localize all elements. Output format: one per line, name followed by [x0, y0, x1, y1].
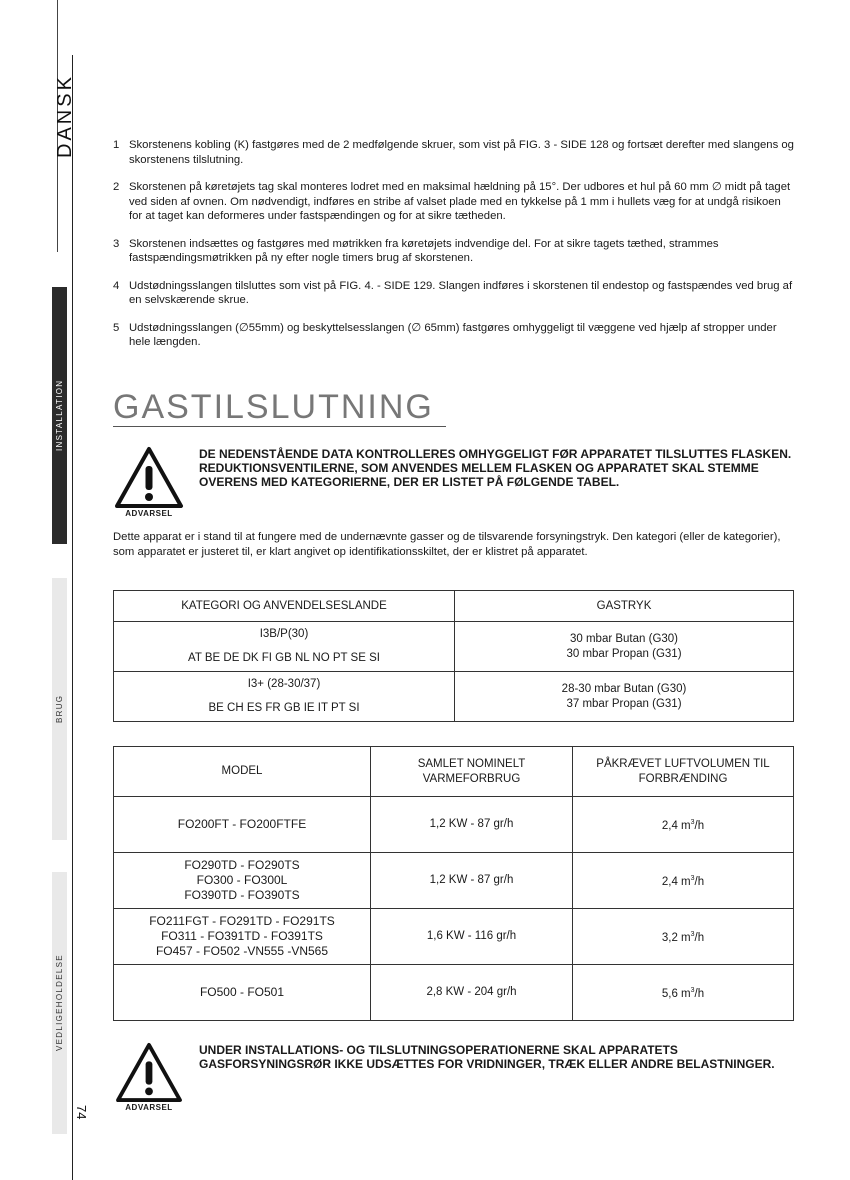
step-number: 3: [113, 237, 120, 250]
model-consumption-table: [113, 746, 794, 1021]
air-volume-value: 3,2 m: [661, 931, 691, 944]
model-name: FO457 - FO502 -VN555 -VN565: [155, 944, 329, 958]
step-item: [113, 279, 795, 308]
warning-badge: [113, 1042, 185, 1112]
unit-tail: /h: [694, 987, 705, 1000]
model-cell: [114, 909, 371, 965]
installation-steps: [113, 138, 795, 363]
model-cell: [114, 853, 371, 909]
tab-installation[interactable]: [52, 287, 67, 544]
model-name: FO300 - FO300L: [196, 873, 288, 887]
step-text: Skorstenens kobling (K) fastgøres med de 2 medfølgende skruer, som vist på FIG. 3 - SIDE 128 og fortsæt derefter med slangens og skorstenens tilslutning.: [129, 139, 794, 166]
step-text: Skorstenen på køretøjets tag skal monteres lodret med en maksimal hældning på 15°. Der udbores et hul på 60 mm ∅ midt på taget ved siden af ovnen. Om nødvendigt, indføres en stribe af valset plade med en tykkelse på 1 mm i hullets væg for at undgå risikoen for at taget kan deformeres under fastspændingen og for at sikre tætheden.: [129, 181, 791, 222]
pressure-butane: 28-30 mbar Butan (G30): [561, 682, 687, 695]
model-name: FO311 - FO391TD - FO391TS: [161, 929, 323, 943]
model-name: FO200FT - FO200FTFE: [177, 817, 307, 831]
tab-vedligeholdelse-label: VEDLIGEHOLDELSE: [55, 954, 64, 1052]
category-cell: [114, 672, 455, 722]
warning-text: DE NEDENSTÅENDE DATA KONTROLLERES OMHYGGELIGT FØR APPARATET TILSLUTTES FLASKEN. REDUKTIONSVENTILERNE, SOM ANVENDES MELLEM FLASKEN OG APPARATET SKAL STEMME OVERENS MED KATEGORIERNE, DER ER LISTET PÅ FØLGENDE TABEL.: [199, 447, 792, 489]
air-volume-cell: [573, 797, 794, 853]
model-name: FO500 - FO501: [199, 985, 285, 999]
unit-tail: /h: [694, 875, 705, 888]
column-header: MODEL: [114, 747, 371, 797]
step-text: Udstødningsslangen tilsluttes som vist på FIG. 4. - SIDE 129. Slangen indføres i skorstenen til endestop og fastspændes ved brug af en selvskærende skrue.: [129, 279, 793, 306]
pressure-propane: 30 mbar Propan (G31): [566, 647, 682, 660]
pressure-cell: [455, 622, 794, 672]
page-number: 74: [74, 1104, 89, 1120]
pressure-butane: 30 mbar Butan (G30): [569, 632, 679, 645]
warning-triangle-icon: [114, 1042, 184, 1102]
warning-triangle-icon: [114, 446, 184, 508]
unit-superscript: 3: [690, 987, 695, 995]
air-volume-cell: [573, 909, 794, 965]
tab-brug[interactable]: [52, 578, 67, 840]
step-text: Skorstenen indsættes og fastgøres med møtrikken fra køretøjets indvendige del. For at sikre tagets tæthed, strammes fastspændingsmøtrikken på ny efter nogle timers brug af skorstenen.: [129, 237, 719, 264]
warning-label: ADVARSEL: [125, 509, 173, 518]
power-cell: 1,2 KW - 87 gr/h: [371, 853, 573, 909]
unit-superscript: 3: [690, 819, 695, 827]
model-name: FO390TD - FO390TS: [184, 888, 300, 902]
column-header: KATEGORI OG ANVENDELSESLANDE: [114, 591, 455, 622]
air-volume-cell: [573, 965, 794, 1021]
table-row: [114, 672, 794, 722]
warning-block: [113, 446, 795, 518]
unit-tail: /h: [694, 819, 705, 832]
table-header-row: [114, 591, 794, 622]
tab-brug-label: BRUG: [55, 694, 64, 724]
power-cell: 1,6 KW - 116 gr/h: [371, 909, 573, 965]
column-header: SAMLET NOMINELT VARMEFORBRUG: [371, 747, 573, 797]
category-code: I3+ (28-30/37): [247, 678, 321, 690]
unit-superscript: 3: [690, 875, 695, 883]
step-number: 5: [113, 321, 120, 334]
tab-vedligeholdelse[interactable]: [52, 872, 67, 1134]
power-cell: 1,2 KW - 87 gr/h: [371, 797, 573, 853]
step-item: [113, 180, 795, 224]
category-code: I3B/P(30): [259, 628, 309, 640]
model-name: FO211FGT - FO291TD - FO291TS: [149, 914, 335, 928]
warning-text: UNDER INSTALLATIONS- OG TILSLUTNINGSOPERATIONERNE SKAL APPARATETS GASFORSYNINGSRØR IKKE UDSÆTTES FOR VRIDNINGER, TRÆK ELLER ANDRE BELASTNINGER.: [199, 1043, 775, 1071]
tab-installation-label: INSTALLATION: [55, 379, 64, 452]
pressure-propane: 37 mbar Propan (G31): [566, 697, 682, 710]
gas-category-table: [113, 590, 794, 722]
table-row: [114, 909, 794, 965]
column-header: GASTRYK: [455, 591, 794, 622]
step-number: 2: [113, 181, 120, 193]
pressure-cell: [455, 672, 794, 722]
step-item: [113, 321, 795, 350]
unit-tail: /h: [694, 931, 705, 944]
warning-block: [113, 1042, 795, 1112]
air-volume-cell: [573, 853, 794, 909]
warning-label: ADVARSEL: [125, 1103, 173, 1112]
step-item: [113, 237, 795, 266]
unit-superscript: 3: [690, 931, 695, 939]
category-countries: BE CH ES FR GB IE IT PT SI: [208, 702, 360, 714]
step-item: [113, 138, 795, 167]
power-cell: 2,8 KW - 204 gr/h: [371, 965, 573, 1021]
step-text: Udstødningsslangen (∅55mm) og beskyttelsesslangen (∅ 65mm) fastgøres omhyggeligt til væggene ved hjælp af stropper under hele længden.: [129, 321, 777, 348]
column-header: PÅKRÆVET LUFTVOLUMEN TIL FORBRÆNDING: [573, 747, 794, 797]
air-volume-value: 2,4 m: [661, 875, 691, 888]
table-row: [114, 797, 794, 853]
category-countries: AT BE DE DK FI GB NL NO PT SE SI: [188, 652, 380, 664]
model-cell: [114, 965, 371, 1021]
category-cell: [114, 622, 455, 672]
step-number: 4: [113, 279, 120, 292]
table-row: [114, 622, 794, 672]
section-title: GASTILSLUTNING: [113, 388, 446, 427]
model-cell: [114, 797, 371, 853]
warning-badge: [113, 446, 185, 518]
side-rule: [72, 55, 73, 1180]
table-header-row: [114, 747, 794, 797]
table-row: [114, 853, 794, 909]
air-volume-value: 5,6 m: [661, 987, 691, 1000]
intro-paragraph: Dette apparat er i stand til at fungere med de undernævnte gasser og de tilsvarende forsyningstryk. Den kategori (eller de kategorier), som apparatet er justeret til, er klart angivet op identifikationsskiltet, der er klistret på apparatet.: [113, 531, 781, 558]
language-label: DANSK: [54, 74, 76, 158]
step-number: 1: [113, 139, 120, 151]
air-volume-value: 2,4 m: [661, 819, 691, 832]
model-name: FO290TD - FO290TS: [184, 858, 300, 872]
table-row: [114, 965, 794, 1021]
